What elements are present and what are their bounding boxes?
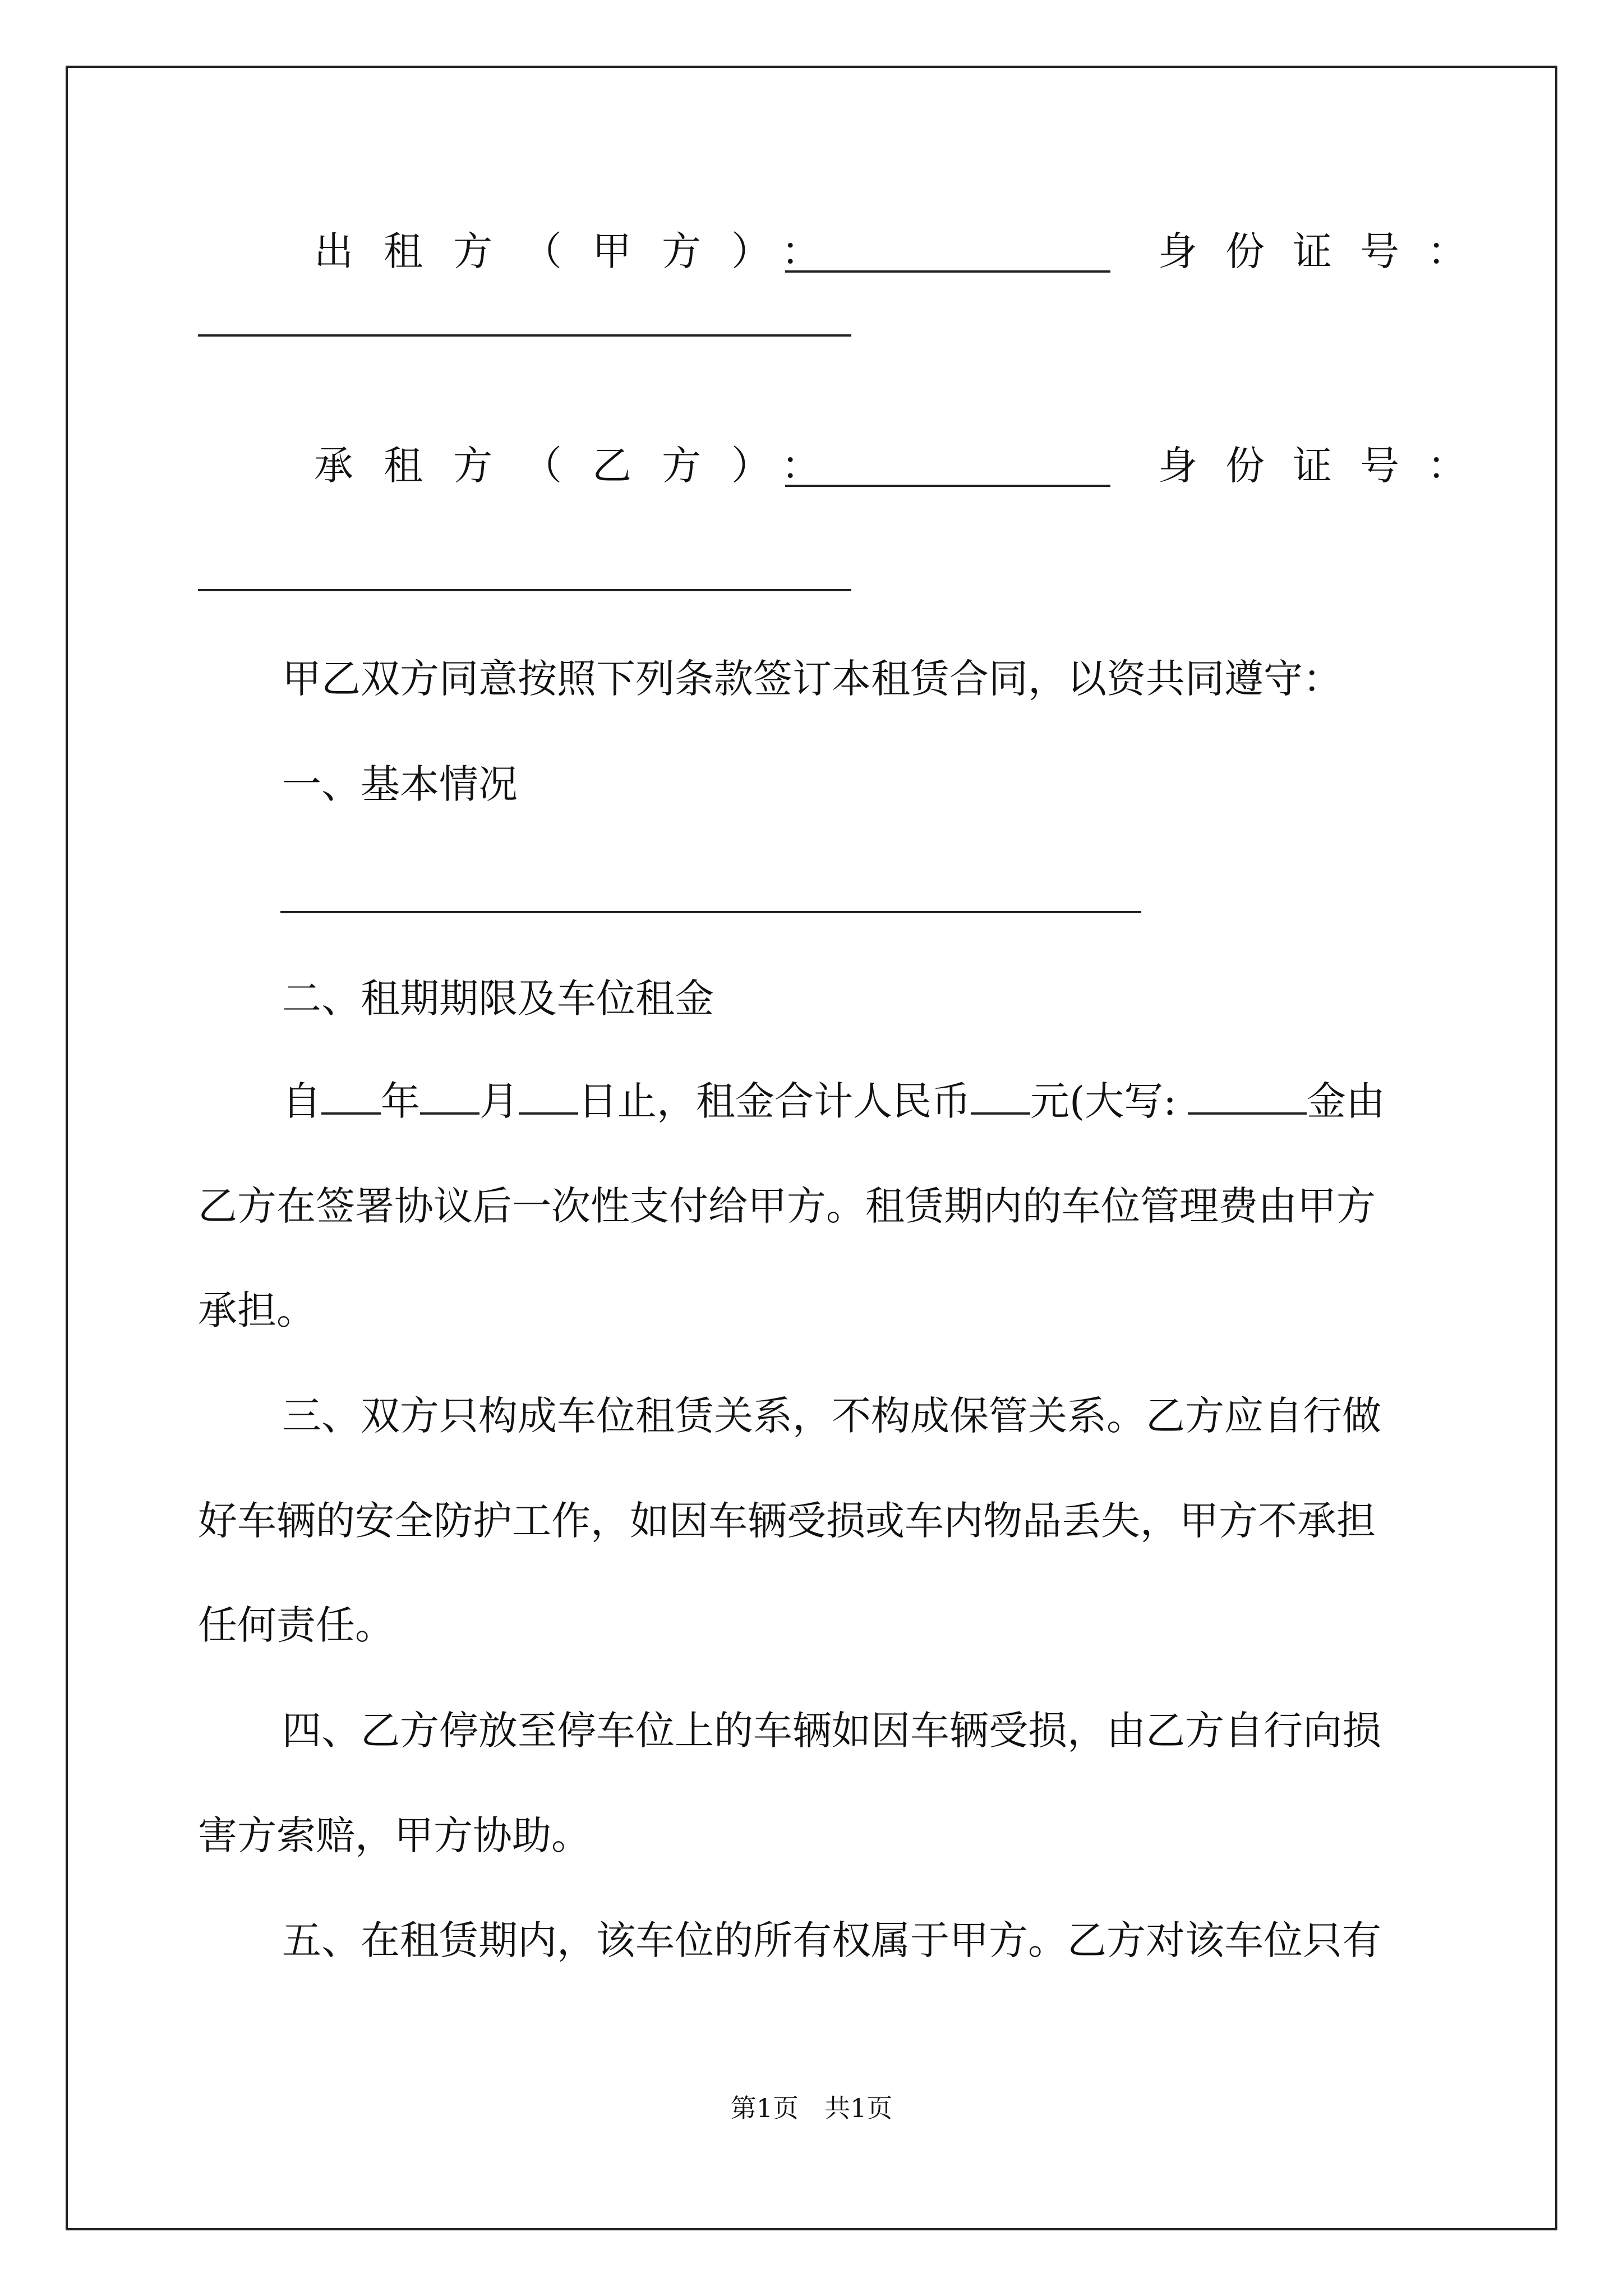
party-b-name-field[interactable] bbox=[785, 450, 1110, 487]
section-2-heading: 二、租期期限及车位租金 bbox=[282, 976, 714, 1022]
term-month-text: 月 bbox=[479, 1078, 519, 1124]
term-end-text: 金由 bbox=[1306, 1078, 1385, 1124]
party-a-line bbox=[314, 224, 851, 278]
party-b-label: 承租方（乙方）： bbox=[314, 443, 851, 489]
term-day-field[interactable] bbox=[519, 1078, 578, 1115]
section-4-line-1: 四、乙方停放至停车位上的车辆如因车辆受损，由乙方自行向损 bbox=[282, 1708, 1381, 1754]
term-from-text: 自 bbox=[282, 1078, 321, 1124]
party-a-id-field[interactable] bbox=[198, 334, 851, 337]
party-b-id-field[interactable] bbox=[198, 589, 851, 591]
term-year-text: 年 bbox=[381, 1078, 420, 1124]
party-a-label: 出租方（甲方）： bbox=[314, 228, 851, 274]
party-a-id-label: 身份证号： bbox=[1158, 228, 1495, 274]
rent-yuan-text: 元(大写: bbox=[1030, 1078, 1177, 1124]
term-month-field[interactable] bbox=[420, 1078, 479, 1115]
rent-amount-field[interactable] bbox=[971, 1078, 1030, 1115]
section-4-line-2: 害方索赔，甲方协助。 bbox=[198, 1812, 591, 1858]
page-footer bbox=[0, 2091, 1623, 2125]
page-number: 第1页 bbox=[730, 2093, 799, 2123]
section-2-term-line bbox=[282, 1074, 1385, 1128]
section-1-blank-field[interactable] bbox=[280, 911, 1141, 913]
section-3-line-2: 好车辆的安全防护工作，如因车辆受损或车内物品丢失，甲方不承担 bbox=[198, 1498, 1376, 1544]
party-b-line bbox=[314, 439, 851, 493]
section-3-line-3: 任何责任。 bbox=[198, 1602, 394, 1648]
party-b-id-label: 身份证号： bbox=[1158, 443, 1495, 489]
party-a-id-line bbox=[1158, 224, 1495, 278]
party-a-name-field[interactable] bbox=[785, 236, 1110, 273]
section-1-heading: 一、基本情况 bbox=[282, 761, 518, 807]
rent-amount-words-field[interactable] bbox=[1188, 1078, 1307, 1115]
term-year-field[interactable] bbox=[321, 1078, 381, 1115]
section-3-line-1: 三、双方只构成车位租赁关系，不构成保管关系。乙方应自行做 bbox=[282, 1393, 1381, 1439]
section-5-line-1: 五、在租赁期内，该车位的所有权属于甲方。乙方对该车位只有 bbox=[282, 1917, 1381, 1963]
party-b-id-line bbox=[1158, 439, 1495, 493]
section-2-line-2: 乙方在签署协议后一次性支付给甲方。租赁期内的车位管理费由甲方 bbox=[198, 1183, 1376, 1229]
intro-paragraph: 甲乙双方同意按照下列条款签订本租赁合同，以资共同遵守： bbox=[282, 656, 1342, 702]
page-total: 共1页 bbox=[824, 2093, 893, 2123]
page-border bbox=[66, 66, 1557, 2230]
section-2-line-3: 承担。 bbox=[198, 1287, 316, 1333]
term-day-text: 日止，租金合计人民币 bbox=[578, 1078, 971, 1124]
